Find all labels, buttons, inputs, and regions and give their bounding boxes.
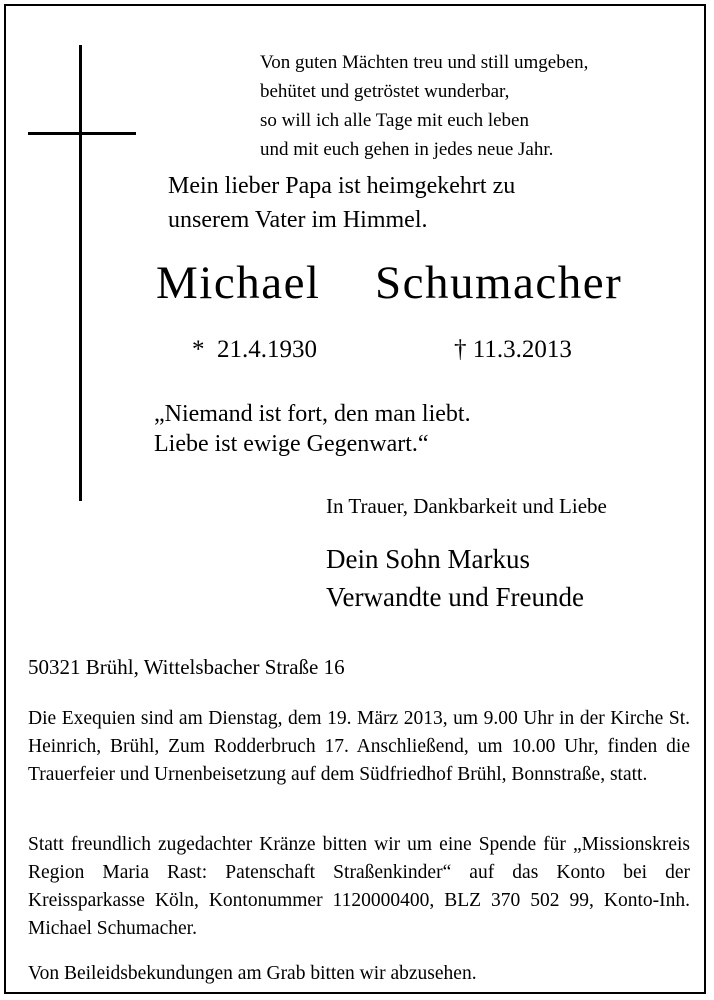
intro-line: unserem Vater im Himmel. [168,207,428,233]
donation-paragraph: Statt freundlich zugedachter Kränze bitten wir um eine Spende für „Missionskreis Region Maria Rast: Patenschaft Straßenkinder“ auf das Konto bei der Kreissparkasse Köln, Kontonummer 1120000400, BLZ 370 502 99, Konto-Inh. Michael Schumacher. [28,834,690,939]
signers [326,540,584,616]
quote [154,399,471,459]
quote-line: „Niemand ist fort, den man liebt. [154,401,471,427]
obituary-notice [4,4,706,994]
signer-line: Dein Sohn Markus [326,544,530,574]
intro-line: Mein lieber Papa ist heimgekehrt zu [168,173,516,199]
poem-line: Von guten Mächten treu und still umgeben, [260,52,589,73]
death-date: † 11.3.2013 [454,336,572,363]
cross-icon-vertical [79,45,82,501]
poem [260,48,588,164]
birth-date: * 21.4.1930 [192,336,317,363]
signer-line: Verwandte und Freunde [326,582,584,612]
poem-line: so will ich alle Tage mit euch leben [260,110,529,131]
deceased-name: Michael Schumacher [156,257,623,309]
mourning-line: In Trauer, Dankbarkeit und Liebe [326,494,607,518]
condolence-note: Von Beileidsbekundungen am Grab bitten wir abzusehen. [28,963,477,984]
address: 50321 Brühl, Wittelsbacher Straße 16 [28,655,345,679]
funeral-details-paragraph: Die Exequien sind am Dienstag, dem 19. März 2013, um 9.00 Uhr in der Kirche St. Heinrich, Brühl, Zum Rodderbruch 17. Anschließend, um 10.00 Uhr, finden die Trauerfeier und Urnenbeisetzung auf dem Südfriedhof Brühl, Bonnstraße, statt. [28,708,690,785]
quote-line: Liebe ist ewige Gegenwart.“ [154,431,429,457]
cross-icon-horizontal [28,132,136,135]
poem-line: behütet und getröstet wunderbar, [260,81,510,102]
poem-line: und mit euch gehen in jedes neue Jahr. [260,139,554,160]
intro-text [168,169,515,237]
